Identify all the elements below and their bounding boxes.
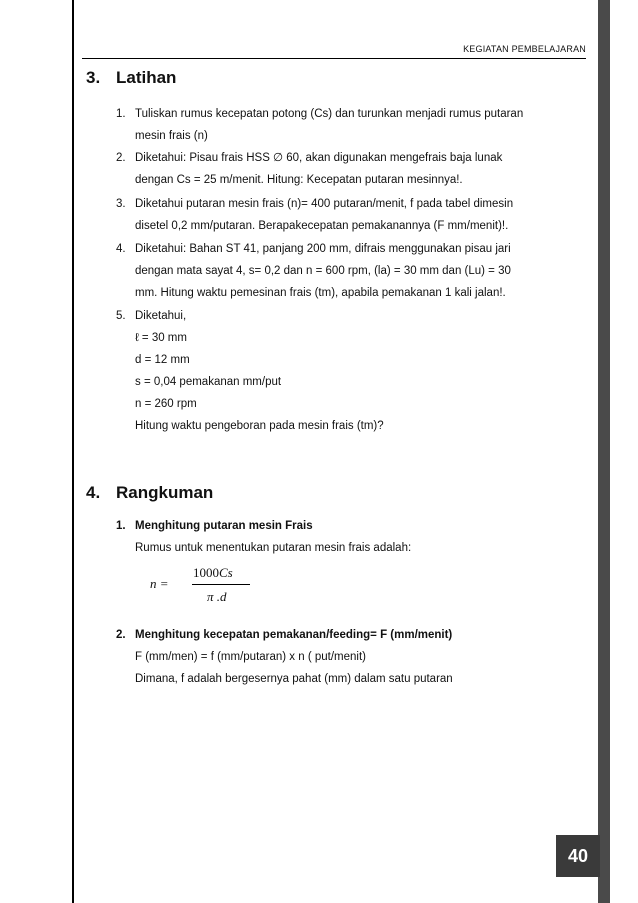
exercise-line: Diketahui putaran mesin frais (n)= 400 putaran/menit, f pada tabel dimesin — [135, 198, 514, 210]
exercise-line: Tuliskan rumus kecepatan potong (Cs) dan turunkan menjadi rumus putaran — [135, 108, 524, 120]
exercise-line: disetel 0,2 mm/putaran. Berapakecepatan pemakanannya (F mm/menit)!. — [135, 220, 509, 232]
exercise-line: s = 0,04 pemakanan mm/put — [135, 376, 282, 388]
summary-item-1-text: Rumus untuk menentukan putaran mesin frais adalah: — [135, 542, 412, 554]
summary-number: 2. — [116, 629, 126, 641]
right-side-bar — [598, 0, 610, 903]
summary-item-2-line-1: F (mm/men) = f (mm/putaran) x n ( put/menit) — [135, 651, 367, 663]
summary-number: 1. — [116, 520, 126, 532]
formula-numerator — [193, 565, 233, 581]
page-number-badge: 40 — [556, 835, 600, 877]
exercise-line: mm. Hitung waktu pemesinan frais (tm), apabila pemakanan 1 kali jalan!. — [135, 287, 506, 299]
exercise-item-1 — [116, 103, 576, 147]
section-4-number: 4. — [86, 483, 101, 502]
rpm-formula — [150, 561, 260, 611]
exercise-item-4 — [116, 238, 576, 304]
exercise-line: dengan mata sayat 4, s= 0,2 dan n = 600 rpm, (la) = 30 mm dan (Lu) = 30 — [135, 265, 511, 277]
exercise-line: Diketahui: Pisau frais HSS ∅ 60, akan digunakan mengefrais baja lunak — [135, 152, 503, 164]
section-3-label: Latihan — [116, 68, 177, 87]
exercise-line: n = 260 rpm — [135, 398, 197, 410]
summary-item-2-heading — [116, 624, 576, 646]
formula-numerator-variable: Cs — [219, 565, 233, 580]
formula-numerator-number: 1000 — [193, 565, 219, 580]
summary-item-1-heading — [116, 515, 576, 537]
summary-heading: Menghitung kecepatan pemakanan/feeding= F (mm/menit) — [135, 629, 453, 641]
exercise-line: ℓ = 30 mm — [135, 332, 187, 344]
exercise-number: 3. — [116, 198, 126, 210]
section-4-title — [86, 483, 213, 503]
exercise-number: 2. — [116, 152, 126, 164]
fraction-bar — [192, 584, 250, 585]
exercise-line: mesin frais (n) — [135, 130, 208, 142]
summary-item-2-line-2: Dimana, f adalah bergesernya pahat (mm) dalam satu putaran — [135, 673, 453, 685]
exercise-line: Hitung waktu pengeboran pada mesin frais (tm)? — [135, 420, 384, 432]
exercise-item-3 — [116, 193, 576, 237]
exercise-line: d = 12 mm — [135, 354, 190, 366]
exercise-number: 4. — [116, 243, 126, 255]
section-3-title — [86, 68, 176, 88]
header-rule — [82, 58, 586, 59]
formula-lhs: n = — [150, 576, 169, 591]
exercise-line: Diketahui, — [135, 310, 187, 322]
section-4-label: Rangkuman — [116, 483, 214, 502]
exercise-line: Diketahui: Bahan ST 41, panjang 200 mm, difrais menggunakan pisau jari — [135, 243, 511, 255]
exercise-number: 1. — [116, 108, 126, 120]
summary-heading: Menghitung putaran mesin Frais — [135, 520, 313, 532]
exercise-number: 5. — [116, 310, 126, 322]
section-3-number: 3. — [86, 68, 101, 87]
left-margin-rule — [72, 0, 74, 903]
exercise-item-2 — [116, 147, 576, 191]
running-header: KEGIATAN PEMBELAJARAN — [463, 44, 586, 54]
exercise-line: dengan Cs = 25 m/menit. Hitung: Kecepatan putaran mesinnya!. — [135, 174, 463, 186]
formula-denominator: π .d — [207, 589, 227, 604]
exercise-item-5 — [116, 305, 576, 437]
